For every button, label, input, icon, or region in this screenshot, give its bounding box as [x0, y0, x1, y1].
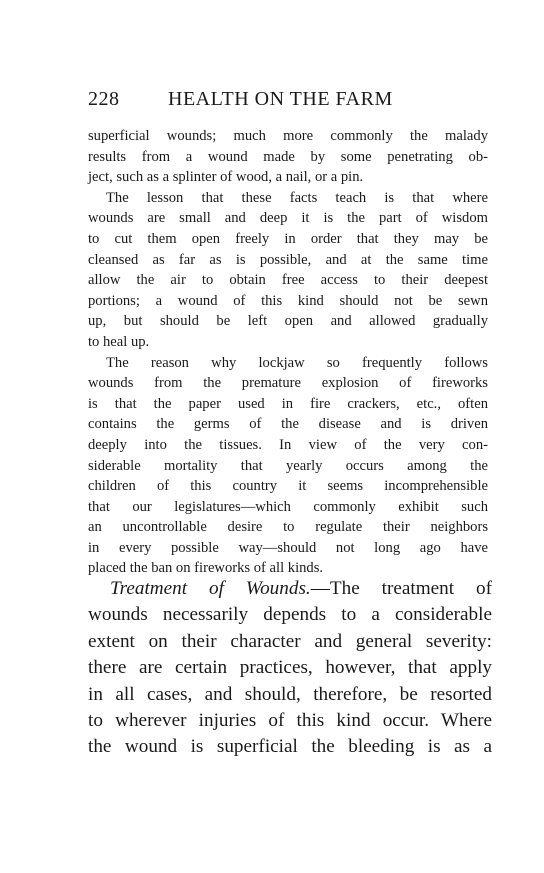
- text-line: contains the germs of the disease and is driven: [88, 416, 488, 433]
- text-line: in every possible way—should not long ago have: [88, 539, 488, 556]
- text-line: wounds necessarily depends to a considerable: [88, 604, 492, 626]
- text-line: in all cases, and should, therefore, be resorted: [88, 683, 492, 705]
- text-line: portions; a wound of this kind should not be sewn: [88, 292, 488, 309]
- text-line: children of this country it seems incomprehensible: [88, 478, 488, 495]
- text-line: results from a wound made by some penetrating ob-: [88, 148, 488, 165]
- text-line: wounds from the premature explosion of fireworks: [88, 375, 488, 392]
- text-line: is that the paper used in fire crackers, etc., often: [88, 395, 488, 412]
- text-line: that our legislatures—which commonly exhibit such: [88, 498, 488, 515]
- text-line: to heal up.: [88, 333, 150, 350]
- text-line: there are certain practices, however, that apply: [88, 657, 492, 679]
- section-heading: Treatment of Wounds.: [110, 578, 311, 599]
- text-line: extent on their character and general severity:: [88, 630, 492, 652]
- text-line: siderable mortality that yearly occurs among the: [88, 457, 488, 474]
- large-print-section: [88, 576, 492, 761]
- text-line: cleansed as far as is possible, and at the same time: [88, 251, 488, 268]
- text-line: up, but should be left open and allowed gradually: [88, 313, 488, 330]
- page-header: [88, 88, 393, 111]
- section-first-line: [88, 576, 492, 602]
- text-line: —The treatment of: [310, 578, 492, 599]
- text-line: wounds are small and deep it is the part of wisdom: [88, 210, 488, 227]
- text-line: an uncontrollable desire to regulate their neighbors: [88, 519, 488, 536]
- text-line: the wound is superficial the bleeding is as a: [88, 736, 492, 758]
- page-number: 228: [88, 88, 120, 110]
- text-line: superficial wounds; much more commonly the malady: [88, 128, 488, 144]
- text-line: The reason why lockjaw so frequently follows: [106, 354, 488, 371]
- running-title: HEALTH ON THE FARM: [168, 88, 393, 110]
- text-line: to cut them open freely in order that they may be: [88, 230, 488, 247]
- text-line: ject, such as a splinter of wood, a nail, or a pin.: [88, 169, 364, 186]
- text-line: to wherever injuries of this kind occur. Where: [88, 710, 492, 732]
- text-line: placed the ban on fireworks of all kinds.: [88, 560, 324, 577]
- text-line: deeply into the tissues. In view of the very con-: [88, 436, 488, 453]
- small-print-body: [88, 126, 488, 579]
- text-line: allow the air to obtain free access to their deepest: [88, 272, 488, 289]
- text-line: The lesson that these facts teach is that where: [106, 189, 488, 206]
